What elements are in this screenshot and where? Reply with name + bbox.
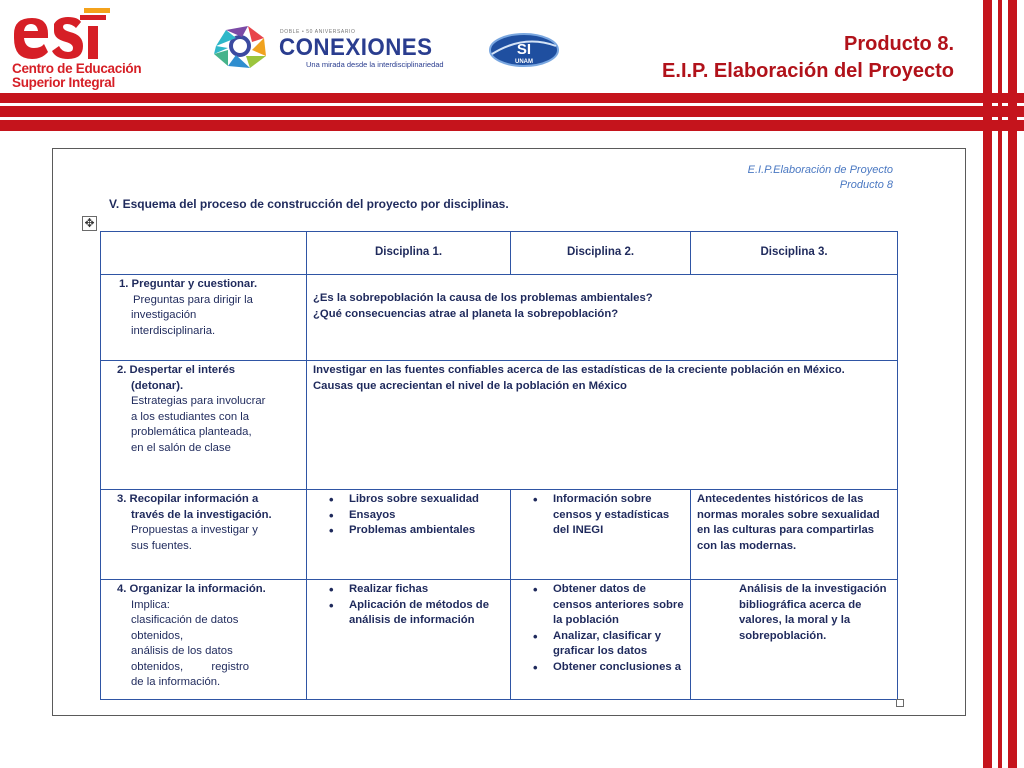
- row-label-line: problemática planteada,: [131, 426, 252, 438]
- header-empty-cell: [101, 232, 307, 275]
- esi-logo-caption: Centro de Educación Superior Integral: [12, 61, 142, 90]
- row-label-cell: [101, 361, 307, 490]
- slide-title: [662, 31, 954, 85]
- row-content-line: Causas que acrecientan el nivel de la población en México: [313, 379, 627, 392]
- row-content-cell: [307, 361, 898, 490]
- row-label-line: a los estudiantes con la: [131, 410, 250, 423]
- svg-text:SI: SI: [516, 41, 532, 58]
- disciplina-1-list: [307, 582, 504, 629]
- row-label-line: Estrategias para involucrar: [131, 395, 266, 407]
- row-label-title2: (detonar).: [131, 379, 184, 392]
- row-label-title: 1. Preguntar y cuestionar.: [119, 278, 258, 290]
- list-item: • Ensayos: [307, 508, 504, 524]
- svg-text:UNAM: UNAM: [515, 59, 533, 65]
- section-title: V. Esquema del proceso de construcción del proyecto por disciplinas.: [109, 197, 509, 211]
- row-label-line: análisis de los datos: [131, 645, 233, 657]
- row-label-line: clasificación de datos: [131, 614, 239, 626]
- disciplina-1-cell: [307, 490, 511, 580]
- column-header-disciplina-3: Disciplina 3.: [691, 232, 898, 275]
- row-label-title: 2. Despertar el interés: [117, 364, 236, 376]
- table-row: [101, 490, 898, 580]
- slide-title-line1: Producto 8.: [843, 33, 954, 55]
- disciplina-2-list: [511, 582, 684, 675]
- list-item: • Realizar fichas: [307, 582, 504, 598]
- row-label-cell: [101, 275, 307, 361]
- list-item: • Problemas ambientales: [307, 523, 504, 539]
- conexiones-logo-mark: [208, 20, 272, 72]
- disciplina-2-list: [511, 492, 684, 539]
- table-resize-handle-icon[interactable]: [896, 699, 904, 707]
- row-label-line: en el salón de clase: [131, 441, 231, 454]
- header-band-inner: [0, 106, 1024, 117]
- row-label-title: 4. Organizar la información.: [117, 583, 266, 595]
- slide-title-line2: E.I.P. Elaboración del Proyecto: [662, 60, 954, 82]
- esi-logo-mark: [10, 4, 110, 66]
- row-label-line: Implica:: [131, 598, 170, 611]
- table-move-handle-icon[interactable]: ✥: [82, 216, 97, 231]
- row-label-line: sus fuentes.: [131, 539, 192, 552]
- conexiones-tagline: Una mirada desde la interdisciplinariedad: [306, 60, 444, 69]
- right-stripe-1: [983, 0, 992, 768]
- row-label-line: interdisciplinaria.: [131, 324, 216, 337]
- column-header-disciplina-1: Disciplina 1.: [307, 232, 511, 275]
- list-item: • Aplicación de métodos de análisis de información: [307, 598, 504, 629]
- disciplina-3-text: Análisis de la investigación bibliográfica acerca de valores, la moral y la sobrepoblación.: [739, 583, 887, 642]
- document-panel: [52, 148, 966, 716]
- column-header-disciplina-2: Disciplina 2.: [511, 232, 691, 275]
- unam-logo: [488, 30, 560, 70]
- row-content-line: ¿Es la sobrepoblación la causa de los problemas ambientales?: [313, 292, 653, 304]
- disciplina-2-cell: [511, 490, 691, 580]
- project-table: [100, 231, 898, 700]
- row-label-line: investigación: [131, 309, 197, 321]
- row-label-line: obtenidos,: [131, 629, 184, 642]
- row-label-cell: [101, 580, 307, 700]
- right-stripe-2: [998, 0, 1002, 768]
- row-label-title: 3. Recopilar información a: [117, 493, 259, 505]
- disciplina-3-cell: Antecedentes históricos de las normas morales sobre sexualidad en las culturas para compartirlas con las modernas.: [691, 490, 898, 580]
- list-item: • Analizar, clasificar y graficar los datos: [511, 629, 684, 660]
- row-content-line: ¿Qué consecuencias atrae al planeta la sobrepoblación?: [313, 307, 619, 320]
- list-item: • Información sobre censos y estadísticas del INEGI: [511, 492, 684, 539]
- list-item: • Obtener conclusiones a: [511, 660, 684, 676]
- row-content-line: Investigar en las fuentes confiables acerca de las estadísticas de la creciente población en México.: [313, 364, 845, 376]
- esi-logo: [8, 4, 148, 94]
- row-content-cell: [307, 275, 898, 361]
- unam-logo-mark: [488, 30, 560, 70]
- document-corner-label: E.I.P.Elaboración de Proyecto Producto 8: [747, 164, 893, 191]
- row-label-line: obtenidos, registro: [131, 660, 250, 673]
- disciplina-1-list: [307, 492, 504, 539]
- table-row: [101, 275, 898, 361]
- disciplina-3-cell: [691, 580, 898, 700]
- list-item: • Obtener datos de censos anteriores sobre la población: [511, 582, 684, 629]
- conexiones-logo: [208, 20, 463, 76]
- conexiones-top-text: DOBLE • 50 ANIVERSARIO: [280, 29, 356, 35]
- table-row: [101, 361, 898, 490]
- row-label-line: de la información.: [131, 676, 221, 688]
- table-row: [101, 580, 898, 700]
- right-stripe-3: [1008, 0, 1017, 768]
- row-label-line: Propuestas a investigar y: [131, 524, 258, 536]
- row-label-line: Preguntas para dirigir la: [133, 293, 253, 306]
- disciplina-2-cell: [511, 580, 691, 700]
- conexiones-wordmark: CONEXIONES: [279, 34, 433, 61]
- table-header-row: [101, 232, 898, 275]
- row-label-cell: [101, 490, 307, 580]
- row-label-title2: través de la investigación.: [131, 508, 272, 521]
- disciplina-1-cell: [307, 580, 511, 700]
- list-item: • Libros sobre sexualidad: [307, 492, 504, 508]
